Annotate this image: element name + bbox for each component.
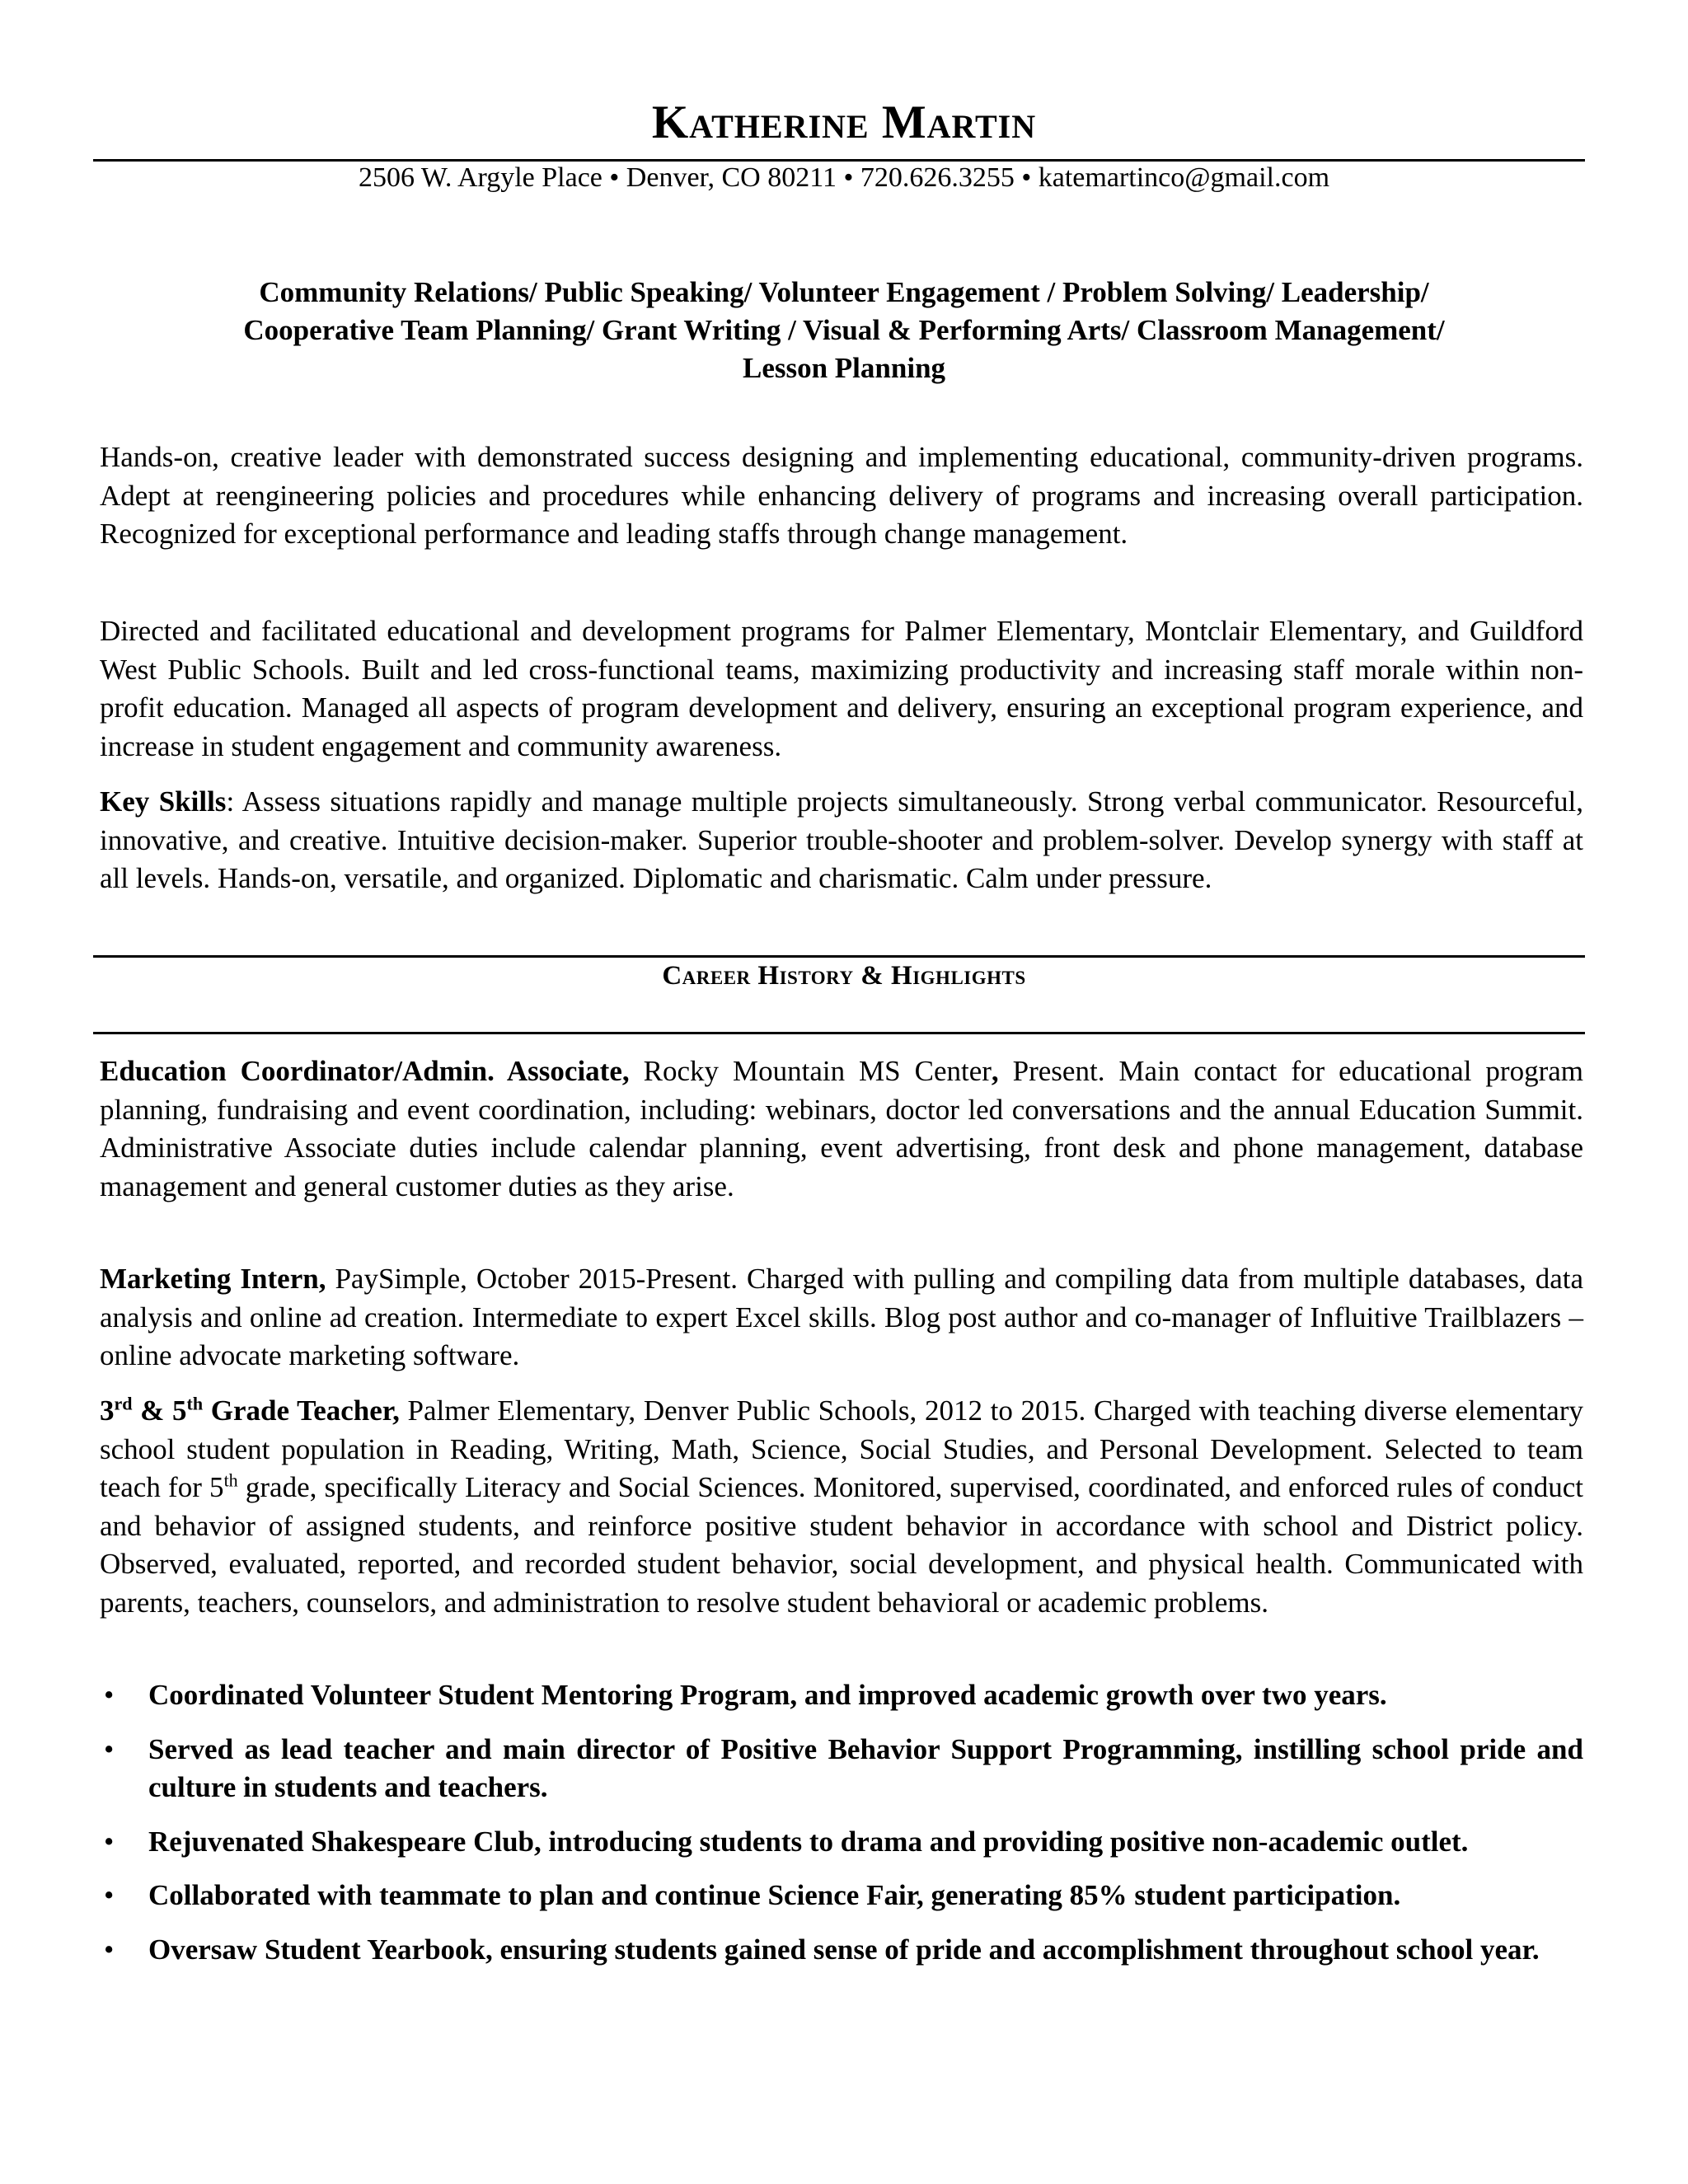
job-description: PaySimple, October 2015-Present. Charged with pulling and compiling data from multiple databases, data analysis and online ad creation. Intermediate to expert Excel skills. Blog post author and co-manager of Influitive Trailblazers – online advocate marketing software.: [100, 1263, 1583, 1371]
list-item: [100, 1823, 1583, 1862]
list-item: [100, 1731, 1583, 1807]
job-title: Education Coordinator/Admin. Associate,: [100, 1055, 630, 1087]
bullet-icon: •: [104, 1732, 115, 1765]
job-title-part: 3: [100, 1394, 115, 1427]
section-divider-bottom: [93, 1032, 1585, 1034]
skills-headline-line-2: Cooperative Team Planning/ Grant Writing / Visual & Performing Arts/ Classroom Management/: [243, 314, 1445, 346]
list-item: [100, 1877, 1583, 1915]
key-skills-text: : Assess situations rapidly and manage multiple projects simultaneously. Strong verbal communicator. Resourceful, innovative, and creative. Intuitive decision-maker. Superior trouble-shooter and problem-solver. Develop synergy with staff at all levels. Hands-on, versatile, and organized. Diplomatic and charismatic. Calm under pressure.: [100, 785, 1583, 894]
bullet-icon: •: [104, 1825, 115, 1858]
bullet-icon: •: [104, 1679, 115, 1711]
section-title-career: Career History & Highlights: [662, 961, 1026, 991]
summary-paragraph-1: Hands-on, creative leader with demonstrated success designing and implementing educational, community-driven programs. Adept at reengineering policies and procedures while enhancing delivery of programs and increasing overall participation. Recognized for exceptional performance and leading staffs through change management.: [100, 441, 1583, 550]
job-marketing-intern: [100, 1260, 1583, 1376]
job-description: Palmer Elementary, Denver Public Schools, 2012 to 2015. Charged with teaching diverse elementary school student population in Reading, Writing, Math, Science, Social Studies, and Personal Development. Selected to team teach for 5: [100, 1394, 1583, 1503]
section-divider-top: [93, 955, 1585, 958]
job-description-continued: grade, specifically Literacy and Social Sciences. Monitored, supervised, coordinated, and enforced rules of conduct and behavior of assigned students, and reinforce positive student behavior in accordance with school and District policy. Observed, evaluated, reported, and recorded student behavior, social development, and physical health. Communicated with parents, teachers, counselors, and administration to resolve student behavioral or academic problems.: [100, 1471, 1583, 1619]
highlight-text: Coordinated Volunteer Student Mentoring Program, and improved academic growth over two years.: [148, 1679, 1387, 1711]
list-item: [100, 1676, 1583, 1715]
job-description: Present. Main contact for educational program planning, fundraising and event coordination, including: webinars, doctor led conversations and the annual Education Summit. Administrative Associate duties include calendar planning, event advertising, front desk and phone management, database management and general customer duties as they arise.: [100, 1055, 1583, 1202]
summary-paragraph-2: Directed and facilitated educational and development programs for Palmer Elementary, Montclair Elementary, and Guildford West Public Schools. Built and led cross-functional teams, maximizing productivity and increasing staff morale within non-profit education. Managed all aspects of program development and delivery, ensuring an exceptional program experience, and increase in student engagement and community awareness.: [100, 615, 1583, 762]
job-title: [100, 1394, 400, 1427]
job-title-part: Grade Teacher,: [203, 1394, 400, 1427]
bullet-icon: •: [104, 1933, 115, 1966]
job-org: Rocky Mountain MS Center: [629, 1055, 992, 1087]
candidate-name: Katherine Martin: [651, 96, 1037, 148]
bullet-icon: •: [104, 1879, 115, 1911]
contact-line: 2506 W. Argyle Place • Denver, CO 80211 • 720.626.3255 • katemartinco@gmail.com: [358, 162, 1330, 193]
skills-headline: [115, 274, 1573, 387]
highlight-text: Collaborated with teammate to plan and continue Science Fair, generating 85% student participation.: [148, 1879, 1401, 1911]
ordinal-suffix: rd: [114, 1393, 133, 1414]
ordinal-suffix: th: [186, 1393, 204, 1414]
ordinal-suffix: th: [223, 1469, 238, 1491]
job-title-part: & 5: [132, 1394, 187, 1427]
job-education-coordinator: [100, 1052, 1583, 1206]
skills-headline-line-3: Lesson Planning: [742, 352, 946, 384]
job-title: Marketing Intern,: [100, 1263, 326, 1295]
highlight-text: Rejuvenated Shakespeare Club, introducing students to drama and providing positive non-academic outlet.: [148, 1825, 1469, 1858]
list-item: [100, 1931, 1583, 1970]
highlight-text: Served as lead teacher and main director of Positive Behavior Support Programming, instilling school pride and culture in students and teachers.: [148, 1732, 1583, 1803]
highlight-text: Oversaw Student Yearbook, ensuring students gained sense of pride and accomplishment throughout school year.: [148, 1933, 1540, 1966]
skills-headline-line-1: Community Relations/ Public Speaking/ Volunteer Engagement / Problem Solving/ Leadership/: [259, 276, 1429, 308]
job-comma: ,: [991, 1055, 999, 1087]
highlights-list: [100, 1676, 1583, 1985]
key-skills-paragraph: [100, 783, 1583, 898]
key-skills-label: Key Skills: [100, 785, 227, 818]
job-grade-teacher: [100, 1392, 1583, 1622]
